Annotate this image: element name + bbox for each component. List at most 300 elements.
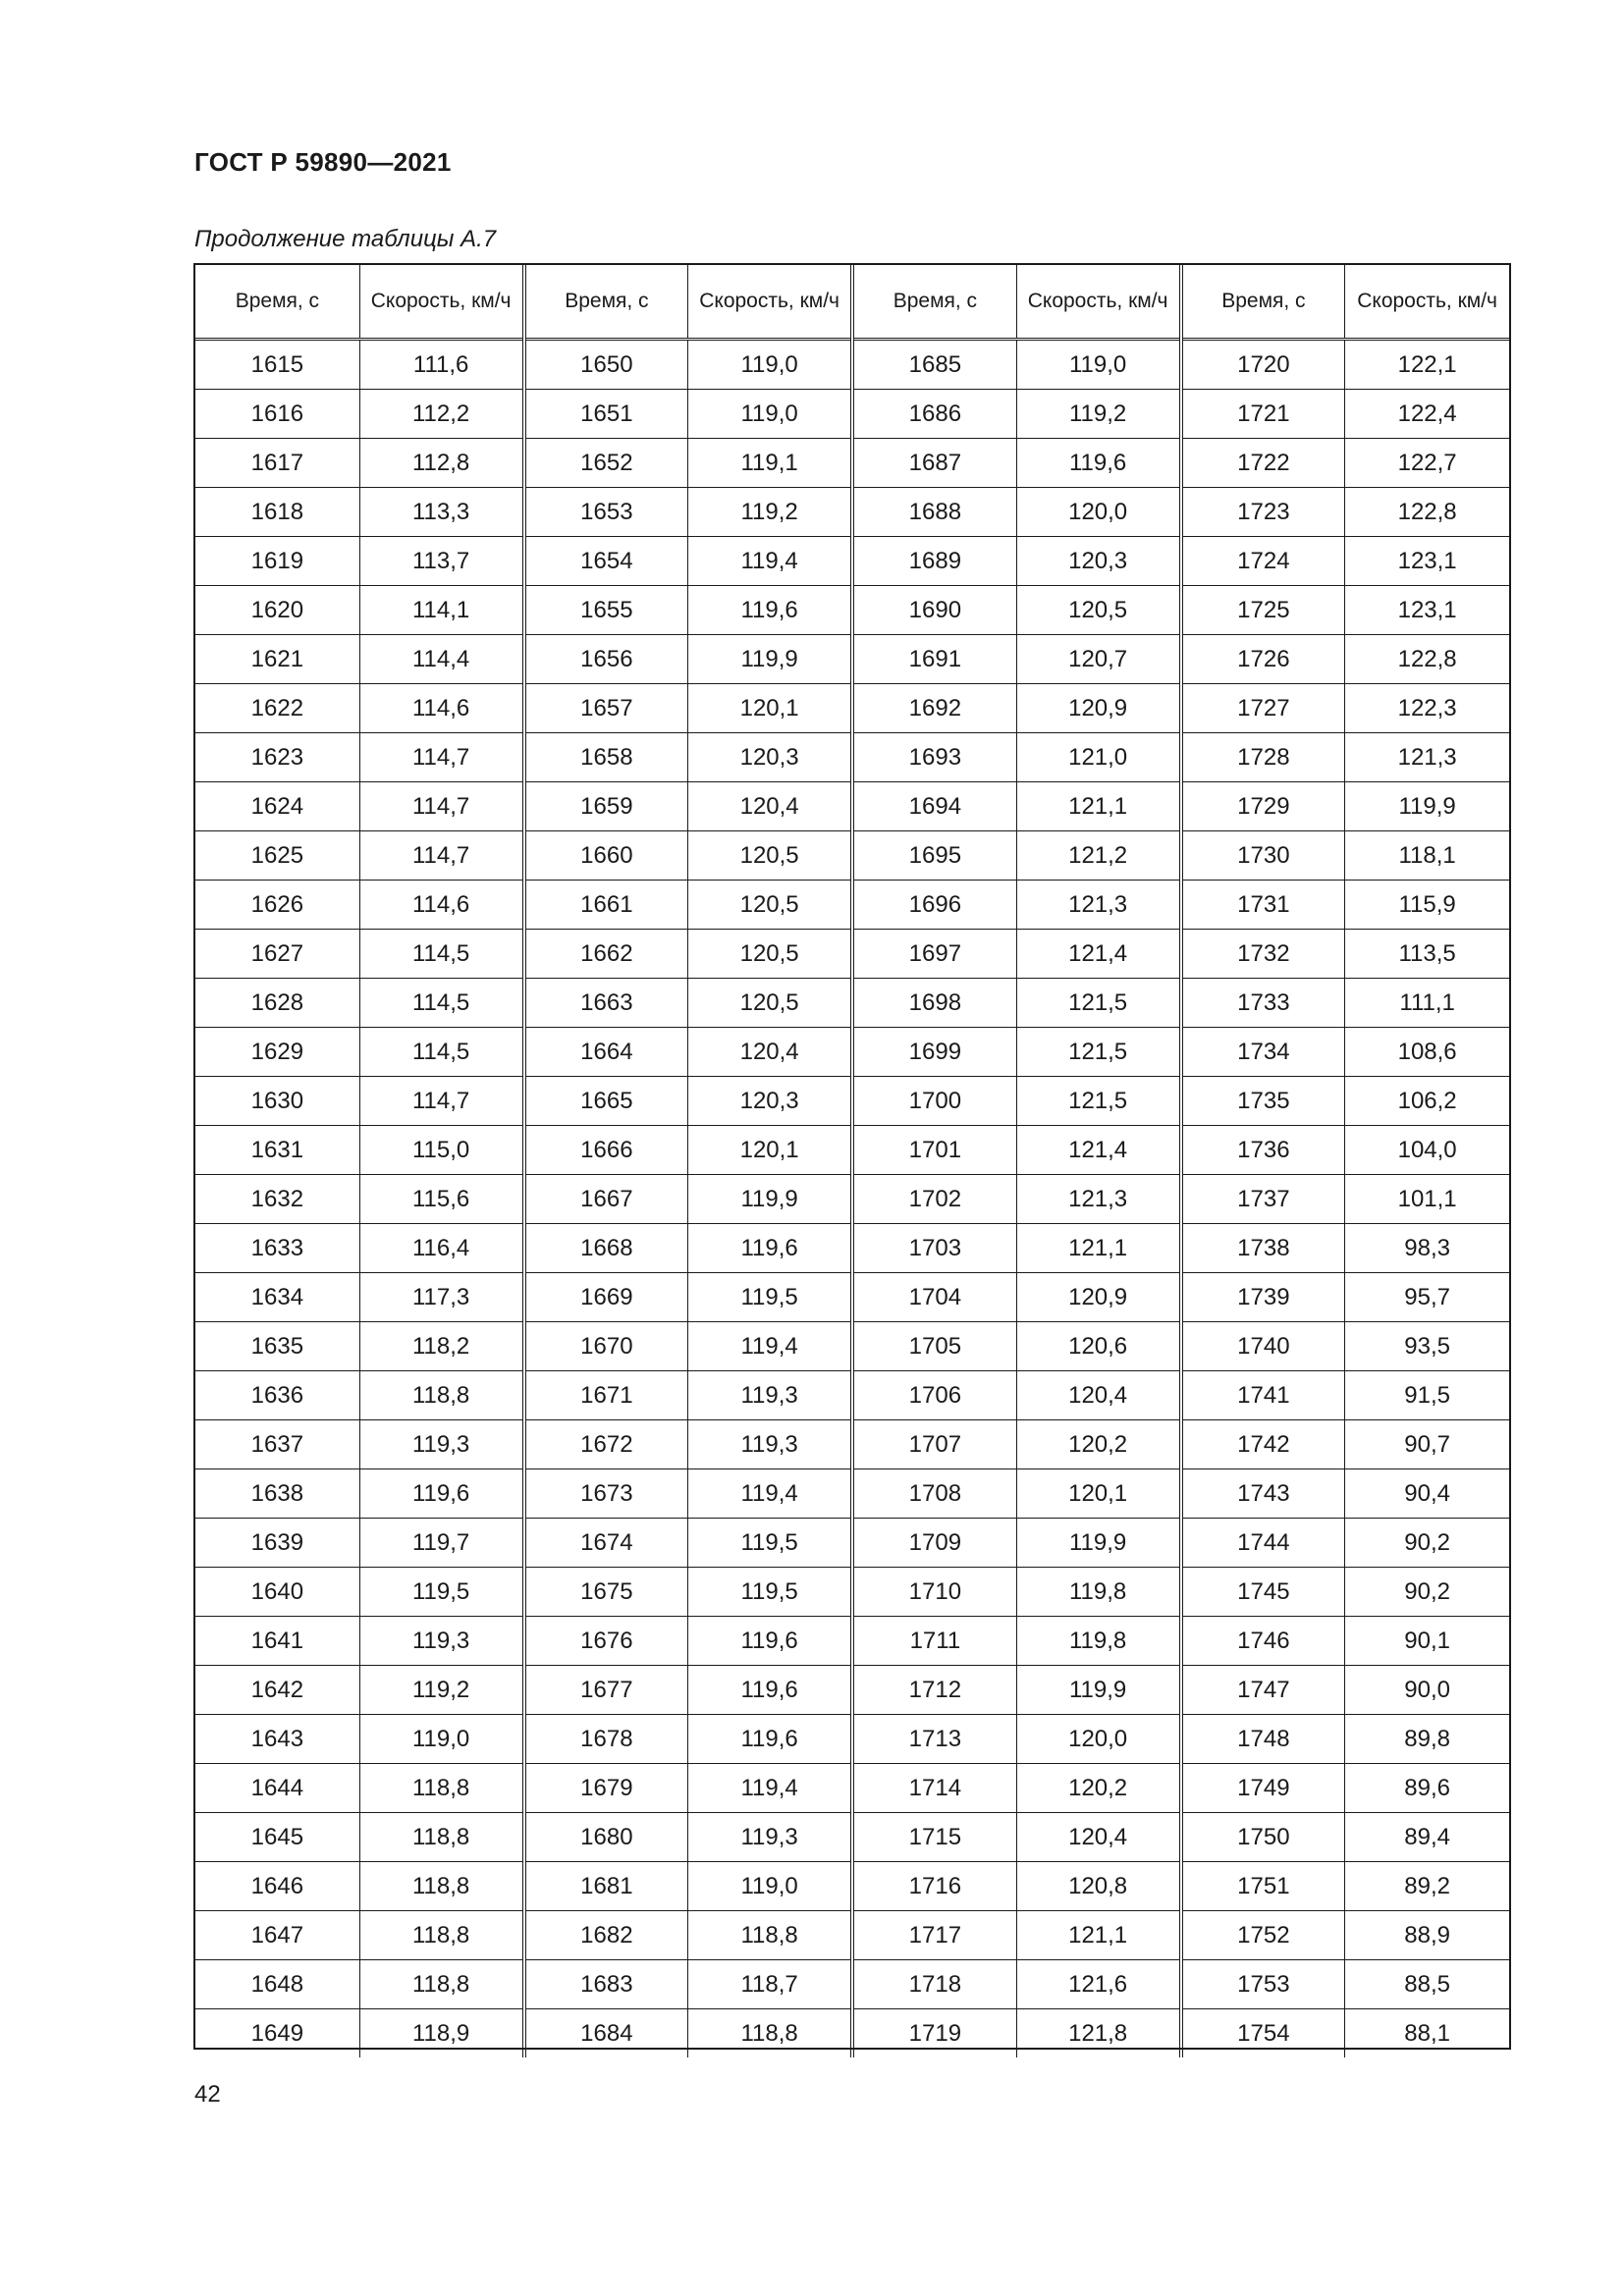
time-cell: 1646 [195,1862,359,1911]
speed-cell: 122,8 [1345,635,1509,684]
speed-cell: 114,5 [359,930,523,979]
speed-cell: 112,2 [359,390,523,439]
speed-cell: 119,7 [359,1519,523,1568]
table-row [195,1862,1509,1911]
time-cell: 1734 [1181,1028,1345,1077]
time-cell: 1622 [195,684,359,733]
time-cell: 1669 [524,1273,688,1322]
time-cell: 1678 [524,1715,688,1764]
speed-cell: 120,1 [688,684,852,733]
speed-cell: 114,5 [359,979,523,1028]
speed-cell: 114,5 [359,1028,523,1077]
time-cell: 1710 [852,1568,1016,1617]
speed-cell: 121,3 [1345,733,1509,782]
time-cell: 1662 [524,930,688,979]
speed-cell: 120,3 [688,733,852,782]
table-row [195,1028,1509,1077]
speed-cell: 114,7 [359,1077,523,1126]
time-cell: 1628 [195,979,359,1028]
speed-cell: 89,4 [1345,1813,1509,1862]
time-cell: 1746 [1181,1617,1345,1666]
speed-cell: 95,7 [1345,1273,1509,1322]
time-cell: 1707 [852,1420,1016,1469]
time-cell: 1741 [1181,1371,1345,1420]
table-row [195,782,1509,831]
time-cell: 1677 [524,1666,688,1715]
time-cell: 1631 [195,1126,359,1175]
speed-cell: 120,1 [688,1126,852,1175]
time-cell: 1655 [524,586,688,635]
time-cell: 1615 [195,340,359,390]
speed-cell: 119,0 [688,390,852,439]
speed-cell: 120,5 [688,831,852,881]
speed-cell: 121,5 [1016,979,1180,1028]
time-cell: 1726 [1181,635,1345,684]
time-cell: 1694 [852,782,1016,831]
column-header-time: Время, с [524,265,688,340]
time-cell: 1652 [524,439,688,488]
time-cell: 1717 [852,1911,1016,1960]
speed-cell: 111,6 [359,340,523,390]
time-cell: 1630 [195,1077,359,1126]
speed-cell: 120,2 [1016,1764,1180,1813]
speed-cell: 88,5 [1345,1960,1509,2009]
speed-cell: 120,3 [1016,537,1180,586]
time-cell: 1693 [852,733,1016,782]
time-cell: 1747 [1181,1666,1345,1715]
speed-cell: 106,2 [1345,1077,1509,1126]
speed-cell: 114,6 [359,881,523,930]
time-cell: 1729 [1181,782,1345,831]
speed-cell: 122,7 [1345,439,1509,488]
speed-cell: 121,5 [1016,1028,1180,1077]
time-cell: 1728 [1181,733,1345,782]
speed-cell: 119,3 [688,1813,852,1862]
speed-cell: 89,2 [1345,1862,1509,1911]
time-cell: 1661 [524,881,688,930]
time-cell: 1685 [852,340,1016,390]
speed-cell: 119,0 [1016,340,1180,390]
speed-cell: 119,4 [688,1322,852,1371]
time-cell: 1689 [852,537,1016,586]
time-cell: 1643 [195,1715,359,1764]
time-cell: 1634 [195,1273,359,1322]
time-cell: 1651 [524,390,688,439]
speed-cell: 119,8 [1016,1617,1180,1666]
speed-cell: 120,7 [1016,635,1180,684]
speed-cell: 120,8 [1016,1862,1180,1911]
time-cell: 1711 [852,1617,1016,1666]
speed-cell: 119,8 [1016,1568,1180,1617]
time-cell: 1733 [1181,979,1345,1028]
speed-cell: 91,5 [1345,1371,1509,1420]
time-cell: 1624 [195,782,359,831]
time-cell: 1754 [1181,2009,1345,2058]
time-cell: 1616 [195,390,359,439]
speed-cell: 121,6 [1016,1960,1180,2009]
time-cell: 1684 [524,2009,688,2058]
speed-cell: 120,5 [688,930,852,979]
speed-cell: 114,4 [359,635,523,684]
speed-cell: 88,1 [1345,2009,1509,2058]
speed-cell: 120,2 [1016,1420,1180,1469]
table-row [195,1568,1509,1617]
speed-cell: 119,2 [688,488,852,537]
time-cell: 1680 [524,1813,688,1862]
speed-cell: 118,8 [359,1813,523,1862]
time-cell: 1742 [1181,1420,1345,1469]
time-cell: 1706 [852,1371,1016,1420]
speed-cell: 117,3 [359,1273,523,1322]
document-title: ГОСТ Р 59890—2021 [194,147,452,177]
column-header-speed: Скорость, км/ч [1345,265,1509,340]
speed-cell: 119,9 [1016,1666,1180,1715]
time-cell: 1654 [524,537,688,586]
time-cell: 1663 [524,979,688,1028]
time-cell: 1704 [852,1273,1016,1322]
speed-cell: 119,9 [1016,1519,1180,1568]
speed-cell: 119,4 [688,537,852,586]
time-cell: 1705 [852,1322,1016,1371]
time-cell: 1666 [524,1126,688,1175]
table-row [195,1175,1509,1224]
time-cell: 1670 [524,1322,688,1371]
table-row [195,488,1509,537]
table-row [195,390,1509,439]
speed-cell: 121,0 [1016,733,1180,782]
time-cell: 1638 [195,1469,359,1519]
time-cell: 1753 [1181,1960,1345,2009]
time-cell: 1659 [524,782,688,831]
speed-cell: 115,0 [359,1126,523,1175]
speed-cell: 118,8 [359,1960,523,2009]
table-row [195,1764,1509,1813]
column-header-time: Время, с [195,265,359,340]
column-header-speed: Скорость, км/ч [359,265,523,340]
time-cell: 1715 [852,1813,1016,1862]
time-cell: 1644 [195,1764,359,1813]
time-cell: 1673 [524,1469,688,1519]
time-cell: 1647 [195,1911,359,1960]
time-cell: 1671 [524,1371,688,1420]
speed-cell: 122,8 [1345,488,1509,537]
speed-cell: 119,9 [688,635,852,684]
table-row [195,831,1509,881]
page-number: 42 [194,2081,221,2108]
table-row [195,1666,1509,1715]
speed-cell: 114,7 [359,733,523,782]
speed-cell: 113,3 [359,488,523,537]
time-cell: 1727 [1181,684,1345,733]
speed-cell: 114,7 [359,831,523,881]
speed-cell: 118,7 [688,1960,852,2009]
speed-cell: 122,3 [1345,684,1509,733]
table-row [195,1960,1509,2009]
table-row [195,1420,1509,1469]
time-cell: 1686 [852,390,1016,439]
time-cell: 1712 [852,1666,1016,1715]
time-cell: 1692 [852,684,1016,733]
table-row [195,1813,1509,1862]
speed-cell: 119,2 [359,1666,523,1715]
speed-cell: 112,8 [359,439,523,488]
speed-time-table [193,263,1511,2050]
time-cell: 1653 [524,488,688,537]
speed-cell: 113,7 [359,537,523,586]
time-cell: 1668 [524,1224,688,1273]
time-cell: 1714 [852,1764,1016,1813]
time-cell: 1749 [1181,1764,1345,1813]
speed-cell: 120,9 [1016,684,1180,733]
speed-cell: 98,3 [1345,1224,1509,1273]
table-row [195,1469,1509,1519]
speed-cell: 116,4 [359,1224,523,1273]
time-cell: 1708 [852,1469,1016,1519]
speed-cell: 104,0 [1345,1126,1509,1175]
data-table [195,265,1509,2057]
speed-cell: 121,1 [1016,782,1180,831]
time-cell: 1683 [524,1960,688,2009]
column-header-speed: Скорость, км/ч [688,265,852,340]
table-row [195,2009,1509,2058]
speed-cell: 89,6 [1345,1764,1509,1813]
time-cell: 1697 [852,930,1016,979]
time-cell: 1642 [195,1666,359,1715]
speed-cell: 119,4 [688,1469,852,1519]
speed-cell: 115,9 [1345,881,1509,930]
time-cell: 1682 [524,1911,688,1960]
column-header-speed: Скорость, км/ч [1016,265,1180,340]
time-cell: 1723 [1181,488,1345,537]
time-cell: 1618 [195,488,359,537]
time-cell: 1620 [195,586,359,635]
table-row [195,1077,1509,1126]
speed-cell: 120,1 [1016,1469,1180,1519]
time-cell: 1676 [524,1617,688,1666]
speed-cell: 114,7 [359,782,523,831]
time-cell: 1688 [852,488,1016,537]
table-row [195,1715,1509,1764]
time-cell: 1743 [1181,1469,1345,1519]
time-cell: 1633 [195,1224,359,1273]
time-cell: 1740 [1181,1322,1345,1371]
time-cell: 1751 [1181,1862,1345,1911]
speed-cell: 119,6 [688,586,852,635]
time-cell: 1695 [852,831,1016,881]
table-row [195,340,1509,390]
time-cell: 1690 [852,586,1016,635]
speed-cell: 108,6 [1345,1028,1509,1077]
speed-cell: 120,5 [688,979,852,1028]
table-row [195,1911,1509,1960]
time-cell: 1627 [195,930,359,979]
speed-cell: 118,8 [359,1371,523,1420]
speed-cell: 120,4 [688,1028,852,1077]
time-cell: 1664 [524,1028,688,1077]
speed-cell: 119,0 [688,1862,852,1911]
table-row [195,930,1509,979]
speed-cell: 121,8 [1016,2009,1180,2058]
table-row [195,733,1509,782]
time-cell: 1645 [195,1813,359,1862]
time-cell: 1617 [195,439,359,488]
time-cell: 1750 [1181,1813,1345,1862]
speed-cell: 121,5 [1016,1077,1180,1126]
time-cell: 1691 [852,635,1016,684]
speed-cell: 119,5 [688,1273,852,1322]
speed-cell: 120,5 [688,881,852,930]
table-header-row [195,265,1509,340]
time-cell: 1735 [1181,1077,1345,1126]
time-cell: 1718 [852,1960,1016,2009]
speed-cell: 118,8 [359,1862,523,1911]
table-row [195,439,1509,488]
column-header-time: Время, с [852,265,1016,340]
time-cell: 1731 [1181,881,1345,930]
speed-cell: 111,1 [1345,979,1509,1028]
time-cell: 1681 [524,1862,688,1911]
speed-cell: 121,1 [1016,1911,1180,1960]
speed-cell: 118,8 [688,2009,852,2058]
time-cell: 1702 [852,1175,1016,1224]
speed-cell: 89,8 [1345,1715,1509,1764]
time-cell: 1649 [195,2009,359,2058]
speed-cell: 120,4 [1016,1371,1180,1420]
speed-cell: 114,6 [359,684,523,733]
time-cell: 1700 [852,1077,1016,1126]
speed-cell: 120,0 [1016,488,1180,537]
time-cell: 1648 [195,1960,359,2009]
table-row [195,881,1509,930]
time-cell: 1738 [1181,1224,1345,1273]
time-cell: 1656 [524,635,688,684]
time-cell: 1699 [852,1028,1016,1077]
speed-cell: 123,1 [1345,586,1509,635]
speed-cell: 119,0 [688,340,852,390]
speed-cell: 121,1 [1016,1224,1180,1273]
speed-cell: 88,9 [1345,1911,1509,1960]
speed-cell: 119,6 [688,1715,852,1764]
table-row [195,1126,1509,1175]
speed-cell: 121,3 [1016,881,1180,930]
speed-cell: 119,6 [359,1469,523,1519]
time-cell: 1698 [852,979,1016,1028]
speed-cell: 121,4 [1016,930,1180,979]
table-row [195,537,1509,586]
speed-cell: 121,2 [1016,831,1180,881]
speed-cell: 119,6 [688,1224,852,1273]
speed-cell: 118,1 [1345,831,1509,881]
time-cell: 1635 [195,1322,359,1371]
table-row [195,586,1509,635]
table-row [195,635,1509,684]
table-row [195,1322,1509,1371]
speed-cell: 119,5 [688,1568,852,1617]
time-cell: 1639 [195,1519,359,1568]
time-cell: 1640 [195,1568,359,1617]
speed-cell: 90,1 [1345,1617,1509,1666]
table-caption: Продолжение таблицы А.7 [194,226,497,252]
time-cell: 1744 [1181,1519,1345,1568]
speed-cell: 119,1 [688,439,852,488]
speed-cell: 120,3 [688,1077,852,1126]
table-row [195,1617,1509,1666]
speed-cell: 120,4 [688,782,852,831]
time-cell: 1672 [524,1420,688,1469]
time-cell: 1721 [1181,390,1345,439]
speed-cell: 119,3 [688,1420,852,1469]
table-row [195,684,1509,733]
table-row [195,1371,1509,1420]
time-cell: 1674 [524,1519,688,1568]
speed-cell: 118,8 [359,1764,523,1813]
time-cell: 1665 [524,1077,688,1126]
speed-cell: 119,2 [1016,390,1180,439]
speed-cell: 119,6 [688,1666,852,1715]
time-cell: 1650 [524,340,688,390]
time-cell: 1696 [852,881,1016,930]
speed-cell: 101,1 [1345,1175,1509,1224]
time-cell: 1657 [524,684,688,733]
time-cell: 1716 [852,1862,1016,1911]
time-cell: 1745 [1181,1568,1345,1617]
speed-cell: 119,9 [1345,782,1509,831]
time-cell: 1736 [1181,1126,1345,1175]
time-cell: 1737 [1181,1175,1345,1224]
speed-cell: 118,8 [688,1911,852,1960]
table-body [195,340,1509,2058]
speed-cell: 120,4 [1016,1813,1180,1862]
time-cell: 1752 [1181,1911,1345,1960]
speed-cell: 120,6 [1016,1322,1180,1371]
speed-cell: 119,9 [688,1175,852,1224]
time-cell: 1724 [1181,537,1345,586]
time-cell: 1641 [195,1617,359,1666]
time-cell: 1675 [524,1568,688,1617]
speed-cell: 90,0 [1345,1666,1509,1715]
speed-cell: 119,3 [359,1420,523,1469]
time-cell: 1701 [852,1126,1016,1175]
speed-cell: 120,5 [1016,586,1180,635]
speed-cell: 122,1 [1345,340,1509,390]
table-row [195,1519,1509,1568]
time-cell: 1637 [195,1420,359,1469]
time-cell: 1660 [524,831,688,881]
time-cell: 1748 [1181,1715,1345,1764]
speed-cell: 115,6 [359,1175,523,1224]
time-cell: 1703 [852,1224,1016,1273]
speed-cell: 113,5 [1345,930,1509,979]
speed-cell: 90,7 [1345,1420,1509,1469]
speed-cell: 90,2 [1345,1568,1509,1617]
speed-cell: 119,6 [688,1617,852,1666]
time-cell: 1730 [1181,831,1345,881]
speed-cell: 118,9 [359,2009,523,2058]
time-cell: 1739 [1181,1273,1345,1322]
speed-cell: 90,2 [1345,1519,1509,1568]
table-row [195,979,1509,1028]
time-cell: 1709 [852,1519,1016,1568]
time-cell: 1626 [195,881,359,930]
speed-cell: 121,3 [1016,1175,1180,1224]
speed-cell: 118,2 [359,1322,523,1371]
time-cell: 1621 [195,635,359,684]
time-cell: 1625 [195,831,359,881]
speed-cell: 119,3 [359,1617,523,1666]
speed-cell: 93,5 [1345,1322,1509,1371]
speed-cell: 114,1 [359,586,523,635]
speed-cell: 90,4 [1345,1469,1509,1519]
